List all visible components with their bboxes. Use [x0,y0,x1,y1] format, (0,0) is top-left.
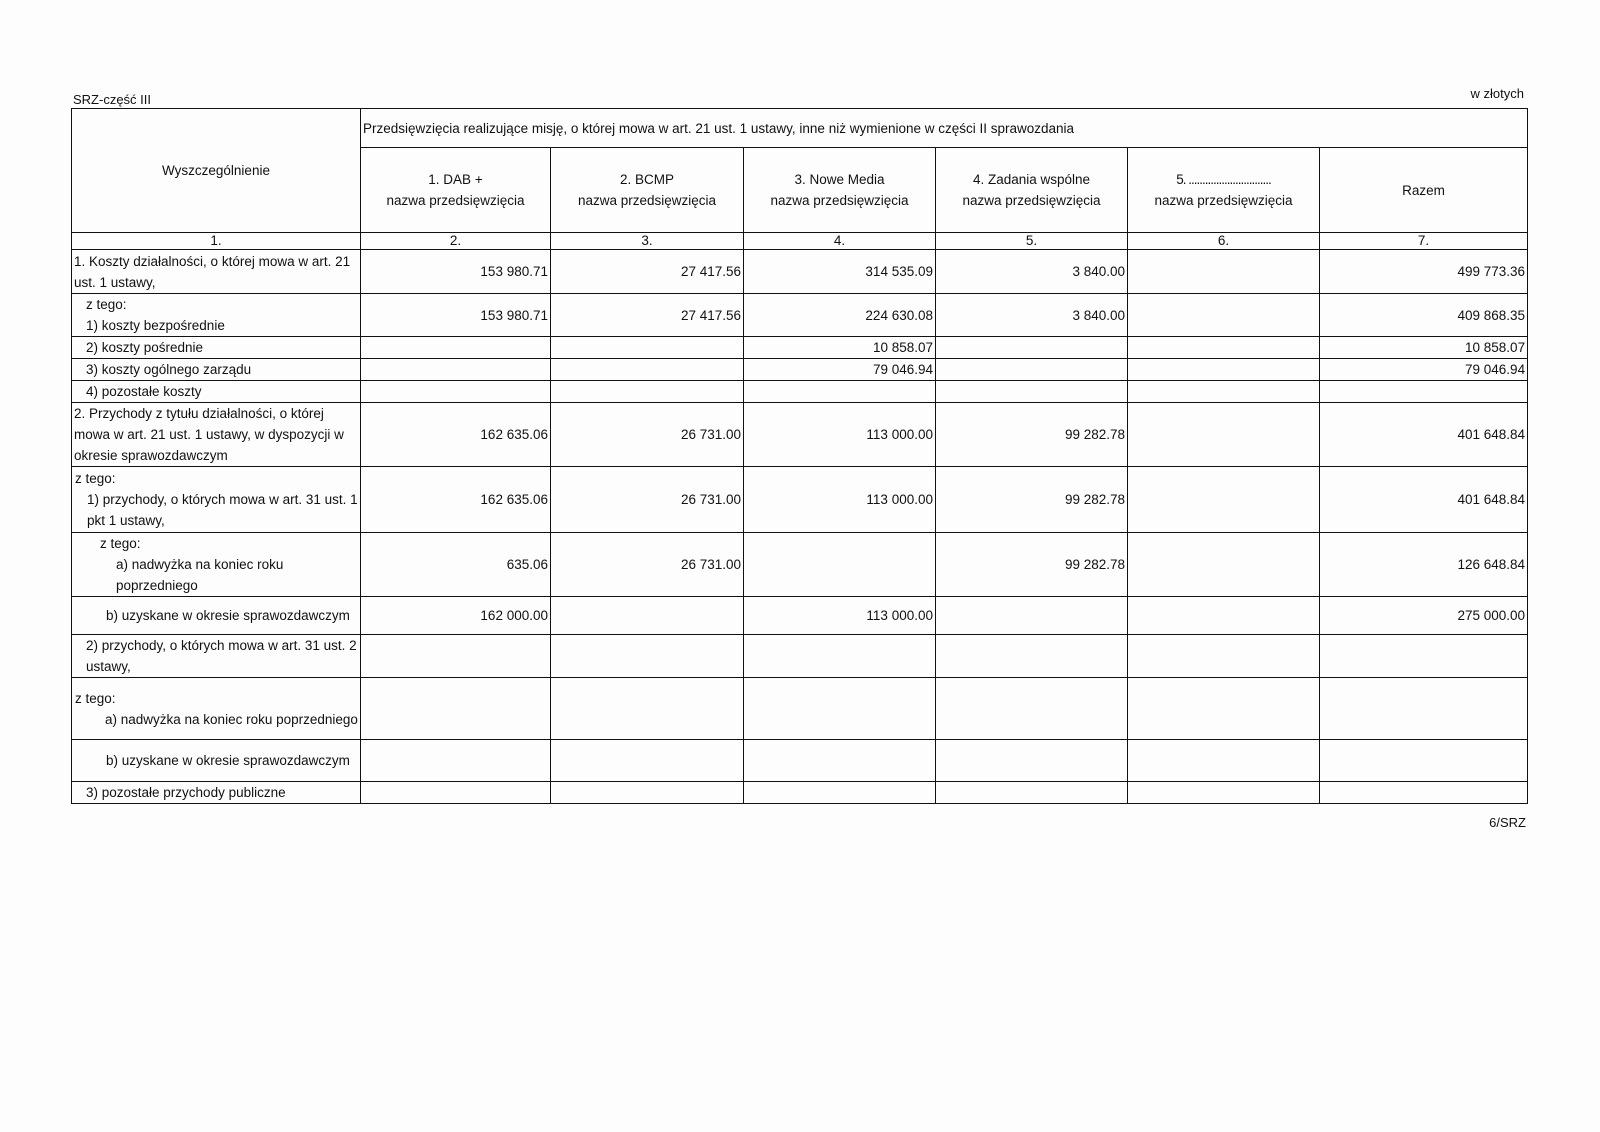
value-cell: 162 000.00 [361,597,551,635]
value-cell [936,597,1128,635]
value-cell: 275 000.00 [1320,597,1528,635]
value-cell: 224 630.08 [744,294,936,337]
column-subtitle: nazwa przedsięwzięcia [1154,193,1293,208]
value-cell [744,678,936,740]
column-header-zadania-wspolne [936,148,1128,233]
value-cell: 409 868.35 [1320,294,1528,337]
column-header-5 [1128,148,1320,233]
value-cell [551,381,744,403]
row-label [72,635,361,678]
value-cell [1128,294,1320,337]
column-number: 2. [361,233,551,250]
srz-part3-table [71,108,1528,804]
value-cell [1128,337,1320,359]
value-cell [1128,782,1320,804]
column-number: 5. [936,233,1128,250]
table-row [72,740,1528,782]
value-cell: 79 046.94 [744,359,936,381]
column-title: 3. Nowe Media [794,172,885,187]
value-cell [1128,740,1320,782]
row-label [72,467,361,533]
value-cell: 314 535.09 [744,250,936,294]
value-cell: 401 648.84 [1320,403,1528,467]
row-label-text: b) uzyskane w okresie sprawozdawczym [106,753,350,768]
value-cell [361,678,551,740]
value-cell [551,782,744,804]
table-row [72,294,1528,337]
row-label-prefix: z tego: [75,690,116,706]
row-label [72,294,361,337]
row-label [72,678,361,740]
value-cell: 99 282.78 [936,533,1128,597]
row-label-text: 2) przychody, o których mowa w art. 31 ust. 2 ustawy, [86,638,357,674]
value-cell [1128,250,1320,294]
value-cell [936,740,1128,782]
column-title: Razem [1402,182,1445,198]
value-cell [1128,381,1320,403]
value-cell [551,337,744,359]
value-cell: 79 046.94 [1320,359,1528,381]
value-cell [1128,678,1320,740]
value-cell [1128,597,1320,635]
row-label-prefix: z tego: [75,471,116,486]
column-header-razem [1320,148,1528,233]
column-number: 1. [72,233,361,250]
value-cell [744,782,936,804]
value-cell: 635.06 [361,533,551,597]
column-title: 2. BCMP [619,172,674,187]
value-cell [1128,533,1320,597]
column-header-dab [361,148,551,233]
value-cell [1320,678,1528,740]
row-label-text: 2) koszty pośrednie [86,340,204,355]
column-number: 6. [1128,233,1320,250]
row-label [72,359,361,381]
table-row [72,359,1528,381]
row-label-text: 2. Przychody z tytułu działalności, o której mowa w art. 21 ust. 1 ustawy, w dyspozycji w okresie sprawozdawczym [74,406,344,463]
value-cell: 26 731.00 [551,533,744,597]
row-label [72,533,361,597]
table-row [72,782,1528,804]
value-cell [1128,635,1320,678]
row-label-text: 4) pozostałe koszty [86,384,202,399]
table-row [72,533,1528,597]
column-number: 4. [744,233,936,250]
column-subtitle: nazwa przedsięwzięcia [577,193,717,208]
value-cell [936,782,1128,804]
table-row [72,250,1528,294]
value-cell: 27 417.56 [551,250,744,294]
table-row [72,467,1528,533]
column-subtitle: nazwa przedsięwzięcia [770,193,909,208]
value-cell: 113 000.00 [744,403,936,467]
row-label [72,337,361,359]
value-cell [1320,381,1528,403]
value-cell [551,740,744,782]
value-cell: 113 000.00 [744,467,936,533]
currency-note: w złotych [1470,86,1524,101]
value-cell: 153 980.71 [361,250,551,294]
row-label [72,250,361,294]
row-label-text: z tego: 1) koszty bezpośrednie [86,297,225,333]
row-label [72,597,361,635]
column-header-bcmp [551,148,744,233]
value-cell: 10 858.07 [744,337,936,359]
value-cell: 126 648.84 [1320,533,1528,597]
value-cell: 10 858.07 [1320,337,1528,359]
value-cell [361,359,551,381]
column-title: 5. .............................. [1176,172,1271,187]
row-label [72,740,361,782]
value-cell [551,635,744,678]
value-cell [361,635,551,678]
column-header-nowe-media [744,148,936,233]
table-row [72,403,1528,467]
row-label-text: a) nadwyżka na koniec roku poprzedniego [116,557,284,593]
value-cell: 26 731.00 [551,403,744,467]
column-subtitle: nazwa przedsięwzięcia [386,193,525,208]
value-cell [361,782,551,804]
value-cell: 99 282.78 [936,403,1128,467]
value-cell [744,533,936,597]
value-cell [1320,740,1528,782]
value-cell: 113 000.00 [744,597,936,635]
row-label-text: a) nadwyżka na koniec roku poprzedniego [105,711,358,727]
value-cell: 162 635.06 [361,403,551,467]
column-title: 4. Zadania wspólne [972,172,1091,187]
row-label [72,381,361,403]
row-label-prefix: z tego: [100,536,141,551]
value-cell [361,740,551,782]
row-label [72,403,361,467]
value-cell [936,337,1128,359]
table-row [72,635,1528,678]
value-cell [1128,359,1320,381]
value-cell: 99 282.78 [936,467,1128,533]
value-cell [936,359,1128,381]
value-cell: 153 980.71 [361,294,551,337]
form-part-label: SRZ-część III [73,92,152,107]
value-cell: 27 417.56 [551,294,744,337]
row-label-text: 3) koszty ogólnego zarządu [86,362,252,377]
table-row [72,381,1528,403]
value-cell [551,597,744,635]
spec-header: Wyszczególnienie [72,109,361,233]
row-label-text: 1. Koszty działalności, o której mowa w art. 21 ust. 1 ustawy, [74,253,351,290]
value-cell [1128,403,1320,467]
column-numbering-row [72,233,1528,250]
value-cell: 401 648.84 [1320,467,1528,533]
table-row [72,337,1528,359]
row-label [72,782,361,804]
row-label-text: 3) pozostałe przychody publiczne [86,785,286,800]
value-cell [936,381,1128,403]
column-subtitle: nazwa przedsięwzięcia [962,193,1101,208]
column-title: 1. DAB + [428,172,483,187]
column-number: 7. [1320,233,1528,250]
value-cell [936,678,1128,740]
value-cell [744,740,936,782]
page-number: 6/SRZ [1489,815,1526,830]
value-cell [936,635,1128,678]
row-label-text: b) uzyskane w okresie sprawozdawczym [106,608,350,623]
table-row [72,597,1528,635]
value-cell [744,635,936,678]
value-cell: 3 840.00 [936,294,1128,337]
value-cell [744,381,936,403]
value-cell: 162 635.06 [361,467,551,533]
value-cell: 499 773.36 [1320,250,1528,294]
value-cell [551,359,744,381]
value-cell [361,337,551,359]
value-cell [361,381,551,403]
table-row [72,678,1528,740]
row-label-text: 1) przychody, o których mowa w art. 31 ust. 1 pkt 1 ustawy, [87,492,358,528]
value-cell [551,678,744,740]
value-cell [1320,782,1528,804]
group-header: Przedsięwzięcia realizujące misję, o której mowa w art. 21 ust. 1 ustawy, inne niż wymienione w części II sprawozdania [361,109,1528,148]
value-cell [1320,635,1528,678]
value-cell: 3 840.00 [936,250,1128,294]
value-cell: 26 731.00 [551,467,744,533]
value-cell [1128,467,1320,533]
column-number: 3. [551,233,744,250]
